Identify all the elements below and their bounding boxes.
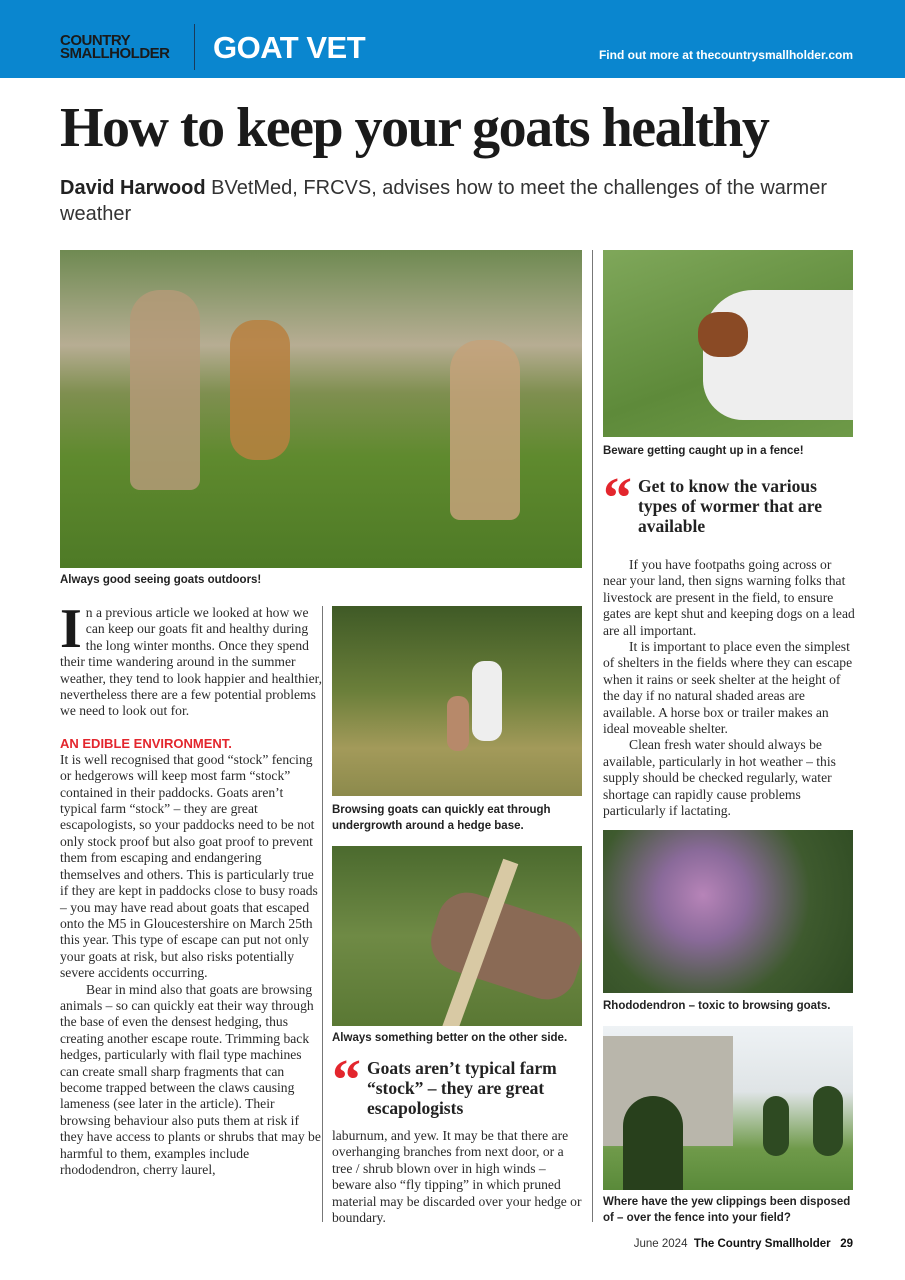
photo-yew-church [603, 1026, 853, 1190]
paragraph: It is important to place even the simplest of shelters in the fields where they can escape when it rains or seek shelter at the height of the day if no natural shaded areas are available. A horse box or trailer makes an ideal moveable shelter. [603, 639, 853, 737]
pull-quote-escapologists: “ Goats aren’t typical farm “stock” – they are great escapologists [332, 1047, 557, 1118]
page-footer: June 2024 The Country Smallholder 29 [633, 1238, 853, 1250]
column-rule [322, 606, 323, 1222]
divider [194, 24, 195, 70]
caption-browsing: Browsing goats can quickly eat through undergrowth around a hedge base. [332, 804, 551, 832]
paragraph: laburnum, and yew. It may be that there are overhanging branches from next door, or a tree / shrub blown over in high winds – beware also “fly tipping” in which pruned material may be discarded over your hedge or boundary. [332, 1128, 582, 1226]
section-title: GOAT VET [213, 30, 366, 65]
caption-main: Always good seeing goats outdoors! [60, 574, 262, 586]
caption-yew: Where have the yew clippings been disposed of – over the fence into your field? [603, 1196, 851, 1224]
page-number: 29 [840, 1238, 853, 1250]
paragraph: Clean fresh water should always be available, particularly in hot weather – this supply should be checked regularly, water shortage can rapidly cause problems particularly if lactating. [603, 737, 836, 819]
photo-goat-fence [603, 250, 853, 437]
caption-fence: Beware getting caught up in a fence! [603, 445, 804, 457]
photo-rhododendron [603, 830, 853, 993]
photo-goat-over-fence [332, 846, 582, 1026]
column-rule [592, 250, 593, 1222]
author-name: David Harwood [60, 177, 206, 199]
paragraph: Bear in mind also that goats are browsing animals – so can quickly eat their way through the base of even the densest hedging, thus creating another escape route. Trimming back hedges, particularly with flail type machines can create small sharp fragments that can become trapped between the claws causing lameness (see later in the article). Their browsing behaviour also puts them at risk if they have access to plants or shrubs that may be harmful to them, examples include rhododendron, cherry laurel, [60, 981, 321, 1177]
subhead-edible-environment: AN EDIBLE ENVIRONMENT. [60, 735, 232, 751]
paragraph: If you have footpaths going across or near your land, then signs warning folks that livestock are present in the field, to ensure gates are kept shut and keeping dogs on a lead are all important. [603, 557, 855, 638]
column-1-text [60, 598, 323, 1178]
pull-quote-wormer: “ Get to know the various types of wormer that are available [603, 465, 823, 536]
header-banner [0, 0, 905, 78]
photo-goats-outdoors [60, 250, 582, 568]
quote-mark-icon: “ [603, 465, 632, 530]
caption-other-side: Always something better on the other side. [332, 1032, 568, 1044]
article-title: How to keep your goats healthy [60, 97, 769, 159]
paragraph: It is well recognised that good “stock” fencing or hedgerows will keep most farm “stock” contained in their paddocks. Goats aren’t typical farm “stock” – they are great escapologists, so your paddocks need to be not only stock proof but also goat proof to prevent them from escaping and endangering themselves and others. This is particularly true if they are kept in paddocks close to busy roads – you may have read about goats that escaped onto the M5 in Gloucestershire on March 25th this year. This type of escape can put not only your goats at risk, but also risks potentially severe accidents occurring. [60, 751, 318, 981]
magazine-logo[interactable]: COUNTRY SMALLHOLDER [60, 32, 170, 62]
drop-cap: I [60, 598, 82, 660]
intro-paragraph: In a previous article we looked at how we can keep our goats fit and healthy during the long winter months. Once they spend their time wandering around in the summer weather, they tend to look happier and healthier, nevertheless there are a few potential problems we need to look out for. [60, 598, 323, 719]
quote-mark-icon: “ [332, 1047, 361, 1112]
photo-browsing-goats [332, 606, 582, 796]
website-link[interactable]: Find out more at thecountrysmallholder.com [598, 48, 853, 62]
column-2-text [332, 1128, 582, 1226]
column-3-text [603, 557, 855, 820]
caption-rhododendron: Rhododendron – toxic to browsing goats. [603, 1000, 831, 1012]
standfirst: David Harwood BVetMed, FRCVS, advises how to meet the challenges of the warmer weather [60, 177, 827, 225]
